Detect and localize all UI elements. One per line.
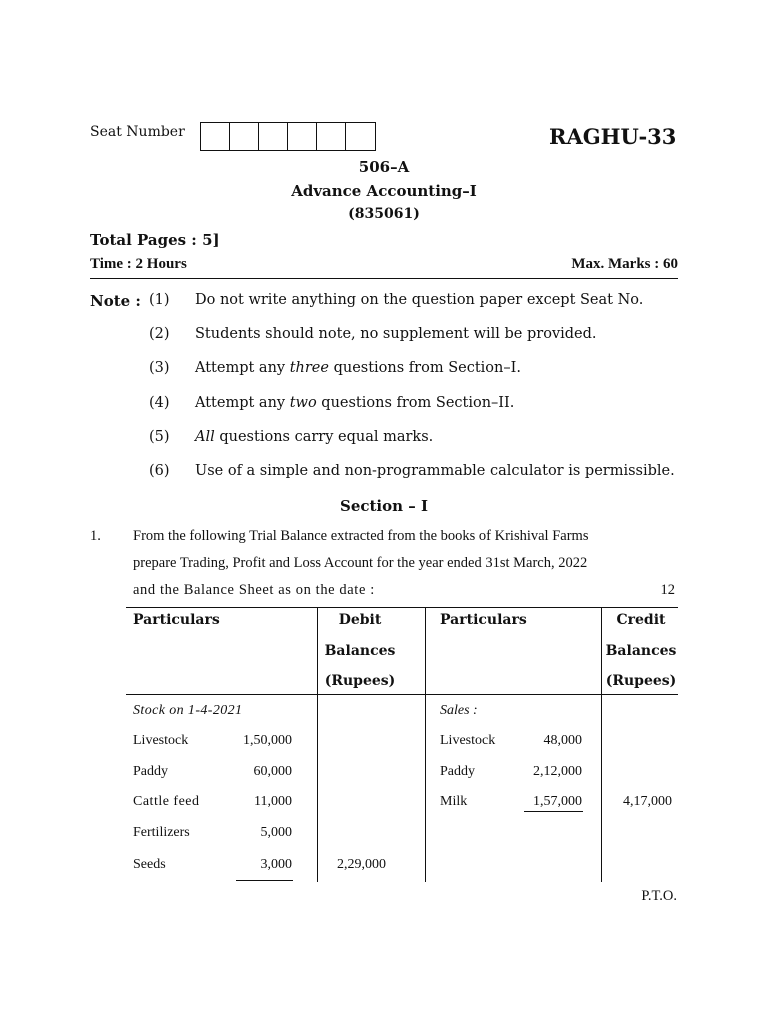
header-debit: Balances xyxy=(324,643,396,659)
debit-total: 2,29,000 xyxy=(337,857,386,872)
seat-box[interactable] xyxy=(317,123,346,150)
stock-label: Cattle feed xyxy=(133,794,200,809)
seat-number-label: Seat Number xyxy=(90,124,185,140)
question-number: 1. xyxy=(90,528,101,544)
subject-code: 506–A xyxy=(358,158,410,176)
stock-label: Fertilizers xyxy=(133,825,190,840)
note-text: Attempt any two questions from Section–II. xyxy=(195,395,515,411)
sales-amount: 2,12,000 xyxy=(533,764,582,779)
question-text-line: From the following Trial Balance extracted from the books of Krishival Farms xyxy=(133,528,589,544)
question-text-line: prepare Trading, Profit and Loss Account for the year ended 31st March, 2022 xyxy=(133,555,588,571)
pto-label: P.T.O. xyxy=(641,888,677,904)
stock-label: Livestock xyxy=(133,733,189,748)
note-text: Use of a simple and non-programmable calculator is permissible. xyxy=(195,463,675,479)
header-particulars-left: Particulars xyxy=(133,612,220,628)
max-marks: Max. Marks : 60 xyxy=(571,256,678,272)
stock-label: Seeds xyxy=(133,857,166,872)
stock-amount: 1,50,000 xyxy=(243,733,292,748)
note-number: (2) xyxy=(149,326,170,342)
stock-label: Paddy xyxy=(133,764,168,779)
sales-label: Paddy xyxy=(440,764,475,779)
sales-label: Milk xyxy=(440,794,468,809)
sales-amount: 1,57,000 xyxy=(533,794,582,809)
stock-amount: 11,000 xyxy=(254,794,292,809)
note-text: Students should note, no supplement will be provided. xyxy=(195,326,597,342)
section-title: Section – I xyxy=(339,497,428,515)
seat-number-boxes[interactable] xyxy=(200,122,376,151)
header-credit: Balances xyxy=(605,643,677,659)
sales-label: Livestock xyxy=(440,733,496,748)
course-code: (835061) xyxy=(348,206,420,222)
subtotal-underline xyxy=(236,880,293,881)
note-label: Note : xyxy=(90,292,141,310)
seat-box[interactable] xyxy=(288,123,317,150)
time-allowed: Time : 2 Hours xyxy=(90,256,187,272)
header-divider xyxy=(90,278,678,279)
stock-amount: 60,000 xyxy=(253,764,292,779)
note-number: (5) xyxy=(149,429,170,445)
sales-amount: 48,000 xyxy=(543,733,582,748)
header-credit: (Rupees) xyxy=(605,673,677,689)
note-text: All questions carry equal marks. xyxy=(195,429,434,445)
table-column-divider xyxy=(425,607,426,882)
stock-amount: 3,000 xyxy=(260,857,292,872)
question-text-line: and the Balance Sheet as on the date : xyxy=(133,582,375,598)
stock-heading: Stock on 1-4-2021 xyxy=(133,703,243,718)
note-text: Do not write anything on the question paper except Seat No. xyxy=(195,292,644,308)
seat-box[interactable] xyxy=(201,123,230,150)
seat-box[interactable] xyxy=(346,123,375,150)
seat-box[interactable] xyxy=(259,123,288,150)
header-debit: (Rupees) xyxy=(324,673,396,689)
header-credit: Credit xyxy=(616,612,666,628)
stock-amount: 5,000 xyxy=(260,825,292,840)
subtotal-underline xyxy=(524,811,583,812)
paper-code: RAGHU-33 xyxy=(549,124,677,149)
note-number: (4) xyxy=(149,395,170,411)
table-header-border xyxy=(126,694,678,695)
subject-title: Advance Accounting–I xyxy=(291,182,477,200)
note-number: (3) xyxy=(149,360,170,376)
sales-heading: Sales : xyxy=(440,703,478,718)
note-text: Attempt any three questions from Section–I. xyxy=(195,360,521,376)
note-number: (6) xyxy=(149,463,170,479)
seat-box[interactable] xyxy=(230,123,259,150)
total-pages: Total Pages : 5] xyxy=(90,231,220,249)
credit-total: 4,17,000 xyxy=(623,794,672,809)
note-number: (1) xyxy=(149,292,170,308)
question-marks: 12 xyxy=(660,582,675,598)
header-particulars-right: Particulars xyxy=(440,612,527,628)
table-top-border xyxy=(126,607,678,608)
header-debit: Debit xyxy=(338,612,382,628)
